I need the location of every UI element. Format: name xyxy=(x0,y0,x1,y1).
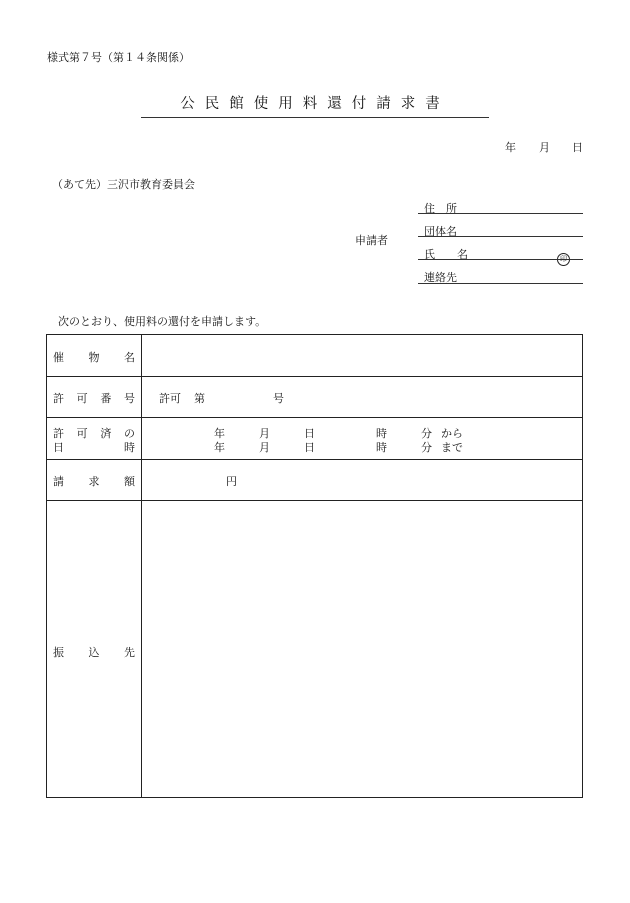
row-divider xyxy=(47,417,582,418)
applicant-organization-label: 団体名 xyxy=(424,225,457,238)
label-char: 番 xyxy=(100,392,112,405)
date-year-label: 年 xyxy=(505,141,516,154)
yen-unit: 円 xyxy=(226,475,237,488)
label-char: 許 xyxy=(53,392,64,405)
permitted-datetime-label-2 xyxy=(53,439,135,455)
transfer-destination-field[interactable] xyxy=(143,502,581,796)
end-month: 月 xyxy=(259,441,270,454)
end-suffix: まで xyxy=(441,441,463,454)
document-title: 公民館使用料還付請求書 xyxy=(180,96,450,112)
label-char: 請 xyxy=(53,475,64,488)
permit-prefix: 許可 xyxy=(159,392,181,405)
seal-mark: 印 xyxy=(557,253,570,266)
title-underline xyxy=(141,117,489,118)
event-name-label xyxy=(53,349,135,365)
label-char: 日 xyxy=(53,441,64,454)
applicant-address-label: 住 所 xyxy=(424,202,457,215)
label-char: 額 xyxy=(124,475,135,488)
date-day-label: 日 xyxy=(572,141,583,154)
end-day: 日 xyxy=(304,441,315,454)
start-hour: 時 xyxy=(376,427,387,440)
label-char: 催 xyxy=(53,351,64,364)
label-char: 振 xyxy=(53,646,64,659)
addressee: （あて先）三沢市教育委員会 xyxy=(52,178,195,191)
start-year: 年 xyxy=(214,427,225,440)
applicant-contact-label: 連絡先 xyxy=(424,271,457,284)
end-year: 年 xyxy=(214,441,225,454)
form-number: 様式第７号（第１４条関係） xyxy=(47,51,190,64)
label-char: 求 xyxy=(88,475,100,488)
amount-label xyxy=(53,473,135,489)
request-form-table xyxy=(46,334,583,798)
applicant-label: 申請者 xyxy=(355,234,388,247)
permit-dai: 第 xyxy=(194,392,205,405)
start-minute: 分 xyxy=(421,427,432,440)
label-char: 込 xyxy=(88,646,100,659)
start-month: 月 xyxy=(259,427,270,440)
applicant-name-line[interactable] xyxy=(418,259,583,260)
permit-number-label xyxy=(53,390,135,406)
label-char: 時 xyxy=(124,441,135,454)
start-day: 日 xyxy=(304,427,315,440)
row-divider xyxy=(47,376,582,377)
label-char: 許 xyxy=(53,427,64,440)
applicant-name-label: 氏 名 xyxy=(424,248,468,261)
seal-icon xyxy=(557,246,570,266)
permit-go: 号 xyxy=(273,392,284,405)
transfer-destination-label xyxy=(53,644,135,660)
end-hour: 時 xyxy=(376,441,387,454)
label-char: の xyxy=(123,427,135,440)
intro-text: 次のとおり、使用料の還付を申請します。 xyxy=(58,315,267,328)
label-char: 可 xyxy=(76,427,88,440)
label-char: 物 xyxy=(88,351,100,364)
row-divider xyxy=(47,500,582,501)
label-char: 名 xyxy=(124,351,135,364)
applicant-organization-line[interactable] xyxy=(418,236,583,237)
label-column-divider xyxy=(141,335,142,797)
end-minute: 分 xyxy=(421,441,432,454)
date-month-label: 月 xyxy=(539,141,550,154)
label-char: 済 xyxy=(100,427,112,440)
row-divider xyxy=(47,459,582,460)
start-suffix: から xyxy=(441,427,463,440)
label-char: 可 xyxy=(76,392,88,405)
applicant-address-line[interactable] xyxy=(418,213,583,214)
label-char: 先 xyxy=(124,646,135,659)
label-char: 号 xyxy=(123,392,135,405)
event-name-field[interactable] xyxy=(143,336,581,375)
applicant-contact-line[interactable] xyxy=(418,283,583,284)
